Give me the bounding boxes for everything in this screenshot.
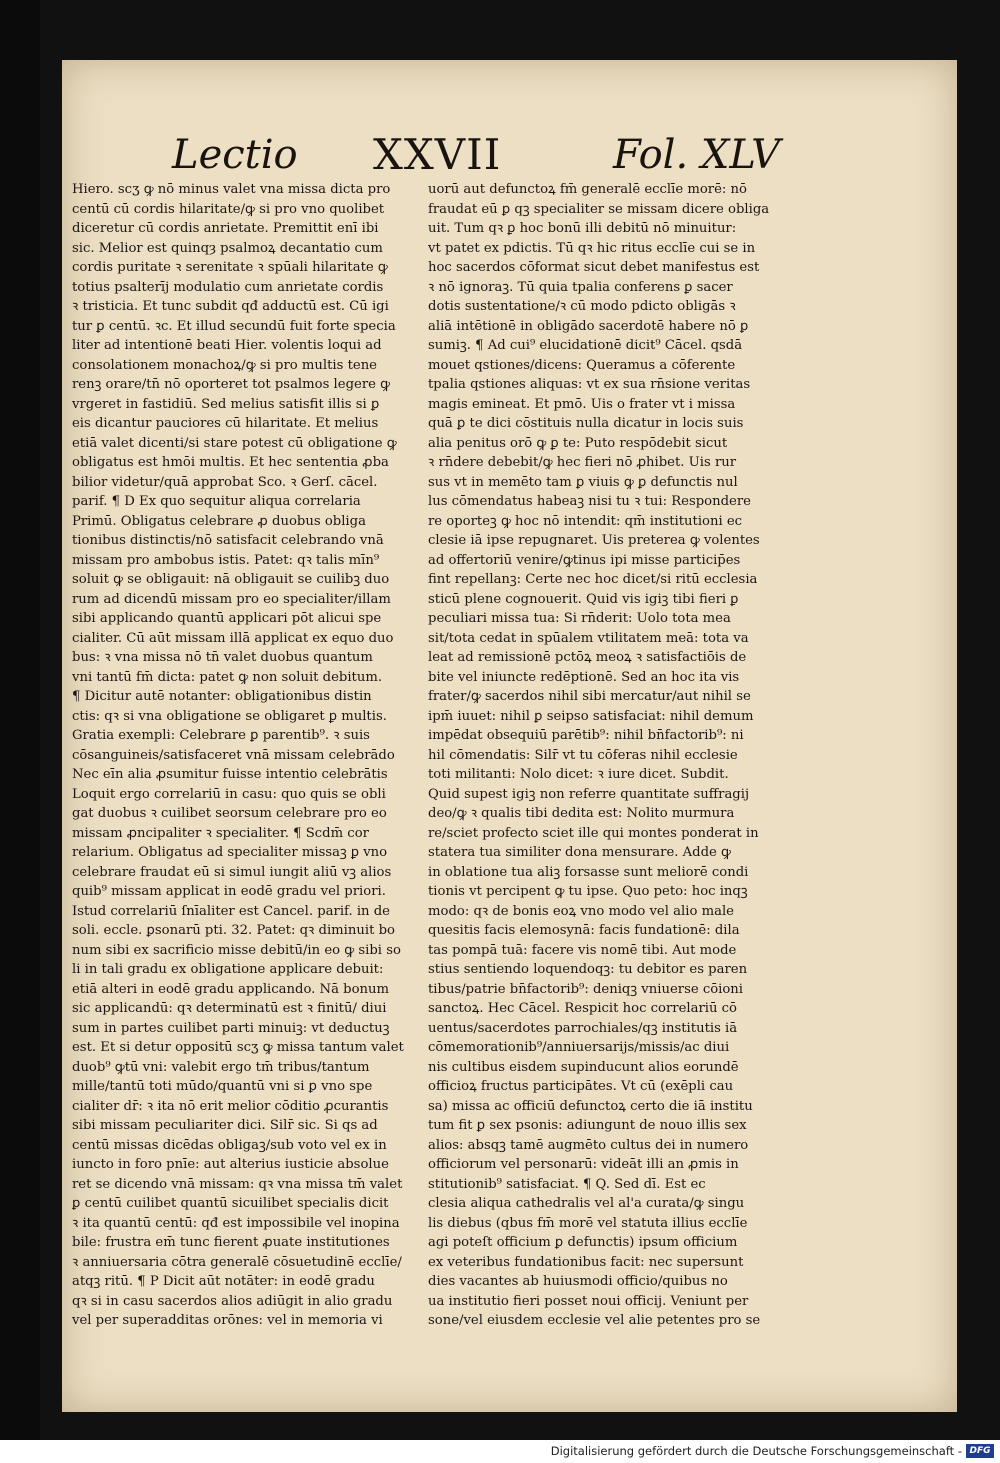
text-line: cōmemorationib⁹/anniuersarijs/missis/ac diui (428, 1040, 730, 1055)
text-line: magis emineat. Et pmō. Uis o frater vt i missa (428, 396, 736, 412)
text-line: dotis sustentatione/ꝛ cū modo pdicto obligās ꝛ (428, 299, 736, 314)
text-line: impēdat obsequiū parētib⁹: nihil bn̄factorib⁹: ni (428, 728, 744, 743)
text-line: aliā intētionē in obligādo sacerdotē habere nō ꝑ (428, 318, 749, 334)
text-line: tionis vt percipent ꝙ tu ipse. Quo peto: hoc inqꝫ (428, 884, 748, 899)
text-line: sibi missam peculiariter dici. Silr̄ sic. Si qs ad (72, 1118, 378, 1133)
text-line: in oblatione tua aliꝫ forsasse sunt meliorē condi (428, 864, 749, 880)
text-line: diceretur cū cordis anrietate. Premittit enī ibi (72, 221, 379, 236)
text-line: bus: ꝛ vna missa nō tn̄ valet duobus quantum (72, 650, 373, 665)
text-line: vrgeret in fastidiū. Sed melius satisfit illis si ꝑ (72, 396, 380, 412)
text-line: num sibi ex sacrificio misse debitū/in eo ꝙ sibi so (72, 942, 401, 958)
text-line: rum ad dicendū missam pro eo specialiter/illam (72, 591, 391, 607)
text-line: hoc sacerdos cōformat sicut debet manifestus est (428, 260, 760, 275)
text-line: deo/ꝙ ꝛ qualis tibi dedita est: Nolito murmura (428, 806, 735, 821)
text-line: ret se dicendo vnā missam: qꝛ vna missa tm̄ valet (72, 1176, 403, 1192)
text-line: Hiero. scʒ ꝙ nō minus valet vna missa dicta pro (72, 182, 391, 197)
text-line: uentus/sacerdotes parrochiales/qꝫ institutis iā (428, 1020, 738, 1036)
text-line: vt patet ex pdictis. Tū qꝛ hic ritus ecclīe cui se in (428, 240, 756, 256)
text-line: sa) missa ac officiū defunctoꝝ certo die iā institu (428, 1098, 753, 1114)
text-line: sanctoꝝ. Hec Cācel. Respicit hoc correlariū cō (428, 1001, 737, 1016)
text-line: dies vacantes ab huiusmodi officio/quibus no (428, 1274, 728, 1289)
text-line: ex veteribus fundationibus facit: nec supersunt (428, 1254, 744, 1270)
running-head-left: Lectio (172, 132, 298, 178)
text-line: missam pro ambobus istis. Patet: qꝛ talis mīn⁹ (72, 552, 380, 568)
text-line: sum in partes cuilibet parti minuiꝫ: vt deductuꝫ (72, 1020, 390, 1036)
text-line: peculiari missa tua: Si rn̄derit: Uolo tota mea (428, 611, 731, 626)
text-line: hil cōmendatis: Silr̄ vt tu cōferas nihil ecclesie (428, 747, 738, 763)
text-line: parif. ¶ D Ex quo sequitur aliqua correlaria (72, 494, 361, 509)
text-line: ꝛ anniuersaria cōtra generalē cōsuetudinē ecclīe/ (72, 1254, 402, 1270)
text-line: re/sciet profecto sciet ille qui montes ponderat in (428, 825, 759, 841)
text-line: etiā alteri in eodē gradu applicando. Nā bonum (72, 981, 390, 997)
text-line: li in tali gradu ex obligatione applicare debuit: (72, 962, 384, 977)
text-line: liter ad intentionē beati Hier. volentis loqui ad (72, 338, 382, 353)
text-line: Gratia exempli: Celebrare ꝑ parentib⁹. ꝛ suis (72, 728, 370, 743)
text-line: lis diebus (qbus fm̄ morē vel statuta illius ecclīe (428, 1215, 748, 1231)
text-line: uorū aut defunctoꝝ fm̄ generalē ecclīe morē: nō (428, 182, 747, 197)
text-line: alios: absqꝫ tamē augmēto cultus dei in numero (428, 1137, 749, 1153)
text-line: Loquit ergo correlariū in casu: quo quis se obli (72, 786, 386, 802)
running-head-folio: Fol. XLV (613, 132, 781, 178)
text-line: sticū plene cognouerit. Quid vis igiꝫ tibi fieri ꝑ (428, 591, 739, 607)
footer-bar (0, 1440, 1000, 1463)
text-line: celebrare fraudat eū si simul iungit aliū vꝫ alios (72, 864, 392, 880)
running-head-lecture-number: XXVII (373, 130, 502, 179)
text-line: soli. eccle. ꝑsonarū pti. 32. Patet: qꝛ diminuit bo (72, 923, 395, 938)
text-line: ꝛ nō ignoraꝫ. Tū quia tpalia conferens ꝑ sacer (428, 279, 733, 295)
text-line: quib⁹ missam applicat in eodē gradu vel priori. (72, 884, 386, 899)
text-line: sit/tota cedat in spūalem vtilitatem meā: tota va (428, 630, 749, 646)
text-line: tibus/patrie bn̄factorib⁹: deniqꝫ vniuerse cōioni (428, 981, 744, 997)
text-line: sibi applicando quantū applicari pōt alicui spe (72, 611, 382, 626)
text-line: statera tua similiter dona mensurare. Adde ꝙ (428, 845, 731, 860)
text-line: atqꝫ ritū. ¶ P Dicit aūt notāter: in eodē gradu (72, 1274, 375, 1289)
text-line: tas pompā tuā: facere vis nomē tibi. Aut mode (428, 942, 737, 958)
text-line: stius sentiendo loquendoqꝫ: tu debitor es paren (428, 962, 748, 977)
text-line: uit. Tum qꝛ ꝑ hoc bonū illi debitū nō minuitur: (428, 221, 737, 236)
text-line: mille/tantū toti mūdo/quantū vni si ꝑ vno spe (72, 1079, 373, 1094)
text-line: sic applicandū: qꝛ determinatū est ꝛ finitū/ diui (72, 1001, 387, 1016)
text-line: quesitis facis elemosynā: facis fundationē: dila (428, 923, 740, 938)
text-line: Quid supest igiꝫ non referre quantitate suffragij (428, 786, 750, 802)
text-line: ipm̄ iuuet: nihil ꝑ seipso satisfaciat: nihil demum (428, 708, 754, 724)
text-line: fraudat eū ꝑ qꝫ specialiter se missam dicere obliga (428, 201, 770, 217)
text-line: nis cultibus eisdem supinducunt alios eorundē (428, 1059, 739, 1075)
text-line: officioꝝ fructus participātes. Vt cū (exēpli cau (428, 1079, 734, 1094)
text-line: ꝛ tristicia. Et tunc subdit qđ adductū est. Cū igi (72, 299, 389, 314)
text-line: frater/ꝙ sacerdos nihil sibi mercatur/aut nihil se (428, 689, 751, 704)
text-line: stitutionib⁹ satisfaciat. ¶ Q. Sed dī. Est ec (428, 1176, 706, 1192)
text-line: gat duobus ꝛ cuilibet seorsum celebrare pro eo (72, 806, 387, 821)
text-line: sumiꝫ. ¶ Ad cui⁹ elucidationē dicit⁹ Cācel. qsdā (428, 338, 743, 353)
text-line: lus cōmendatus habeaꝫ nisi tu ꝛ tui: Respondere (428, 494, 751, 509)
text-line: ctis: qꝛ si vna obligatione se obligaret ꝑ multis. (72, 708, 387, 724)
text-line: est. Et si detur oppositū scʒ ꝙ missa tantum valet (72, 1040, 404, 1055)
dfg-logo: DFG (966, 1444, 994, 1458)
text-line: officiorum vel personarū: videāt illi an ꝓmis in (428, 1157, 739, 1172)
text-line: soluit ꝙ se obligauit: nā obligauit se cuilibꝫ duo (72, 572, 390, 587)
text-line: centū missas dicēdas obligaꝫ/sub voto vel ex in (72, 1137, 387, 1153)
text-line: agi poteſt officium ꝑ defunctis) ipsum officium (428, 1235, 738, 1250)
text-line: re oporteꝫ ꝙ hoc nō intendit: qm̄ institutioni ec (428, 513, 743, 529)
text-line: cialiter. Cū aūt missam illā applicat ex equo duo (72, 630, 394, 646)
text-line: clesia aliqua cathedralis vel al'a curata/ꝙ singu (428, 1196, 745, 1211)
text-line: sic. Melior est quinqȝ psalmoꝝ decantatio cum (72, 240, 383, 256)
text-line: ad offertoriū venire/ꝙtinus ipi misse particip̄es (428, 552, 741, 568)
text-line: ꝑ centū cuilibet quantū sicuilibet specialis dicit (72, 1196, 389, 1211)
text-line: cordis puritate ꝛ serenitate ꝛ spūali hilaritate ꝙ (72, 260, 388, 275)
text-line: consolationem monachoꝝ/ꝙ si pro multis tene (72, 357, 377, 373)
text-line: bile: frustra em̄ tunc fierent ꝓuate institutiones (72, 1235, 390, 1250)
text-line: totius psalterīj modulatio cum anrietate cordis (72, 279, 384, 295)
text-line: mouet qstiones/dicens: Queramus a cōferente (428, 357, 736, 373)
text-line: toti militanti: Nolo dicet: ꝛ iure dicet. Subdit. (428, 767, 729, 782)
text-line: vel per superadditas orōnes: vel in memoria vi (72, 1313, 383, 1328)
funding-notice: Digitalisierung gefördert durch die Deutsche Forschungsgemeinschaft - (550, 1444, 962, 1458)
text-line: iuncto in foro pnīe: aut alterius iusticie absolue (72, 1157, 389, 1172)
text-line: qꝛ si in casu sacerdos alios adiūgit in alio gradu (72, 1293, 393, 1309)
text-line: Primū. Obligatus celebrare ꝓ duobus obliga (72, 513, 366, 529)
text-column-left (72, 180, 417, 1331)
text-line: bite vel iniuncte redēptionē. Sed an hoc ita vis (428, 669, 740, 685)
text-line: etiā valet dicenti/si stare potest cū obligatione ꝙ (72, 435, 397, 451)
text-line: sone/vel eiusdem ecclesie vel alie petentes pro se (428, 1313, 761, 1328)
text-line: Nec eīn alia ꝓsumitur fuisse intentio celebrātis (72, 767, 388, 782)
text-line: alia penitus orō ꝙ ꝑ te: Puto respōdebit sicut (428, 435, 728, 451)
text-line: bilior videtur/quā approbat Sco. ꝛ Gerſ. cācel. (72, 474, 378, 490)
text-line: fint repellanꝫ: Certe nec hoc dicet/si ritū ecclesia (428, 572, 758, 587)
text-line: leat ad remissionē pctōꝝ meoꝝ ꝛ satisfactiōis de (428, 650, 747, 665)
text-line: centū cū cordis hilaritate/ꝙ si pro vno quolibet (72, 201, 385, 217)
text-line: cōsanguineis/satisfaceret vnā missam celebrādo (72, 747, 395, 763)
text-line: vni tantū fm̄ dicta: patet ꝙ non soluit debitum. (72, 669, 383, 685)
text-line: modo: qꝛ de bonis eoꝝ vno modo vel alio male (428, 903, 734, 919)
text-line: tum fit ꝑ sex psonis: adiungunt de nouo illis sex (428, 1118, 747, 1133)
text-line: ꝛ rn̄dere debebit/ꝙ hec fieri nō ꝓhibet. Uis rur (428, 455, 737, 470)
text-line: relarium. Obligatus ad specialiter missaꝫ ꝑ vno (72, 845, 388, 860)
text-line: missam ꝓncipaliter ꝛ specialiter. ¶ Scdm̄ cor (72, 825, 369, 841)
text-line: renꝫ orare/tn̄ nō oporteret tot psalmos legere ꝙ (72, 377, 391, 392)
text-line: Istud correlariū ſnīaliter est Cancel. parif. in de (72, 903, 390, 919)
text-line: sus vt in memēto tam ꝑ viuis ꝙ ꝑ defunctis nul (428, 474, 738, 490)
text-line: clesie iā ipse repugnaret. Uis preterea ꝙ volentes (428, 533, 760, 548)
text-line: ꝛ ita quantū centū: qđ est impossibile vel inopina (72, 1215, 400, 1231)
text-line: tur ꝑ centū. ꝛc. Et illud secundū fuit forte specia (72, 318, 396, 334)
text-line: ua institutio fieri posset noui officij. Veniunt per (428, 1293, 749, 1309)
text-column-right (428, 180, 773, 1331)
text-line: tpalia qstiones aliquas: vt ex sua rn̄sione veritas (428, 377, 751, 392)
text-line: eis dicantur pauciores cū hilaritate. Et melius (72, 416, 379, 431)
text-line: ¶ Dicitur autē notanter: obligationibus distin (72, 689, 372, 704)
text-line: obligatus est hmōi multis. Et hec sententia ꝓba (72, 455, 389, 470)
text-line: tionibus distinctis/nō satisfacit celebrando vnā (72, 533, 384, 548)
text-line: duob⁹ ꝙtū vni: valebit ergo tm̄ tribus/tantum (72, 1059, 370, 1075)
text-line: quā ꝑ te dici cōstituis nulla dicatur in locis suis (428, 416, 744, 431)
text-line: cialiter dr̄: ꝛ ita nō erit melior cōditio ꝓcurantis (72, 1098, 389, 1114)
